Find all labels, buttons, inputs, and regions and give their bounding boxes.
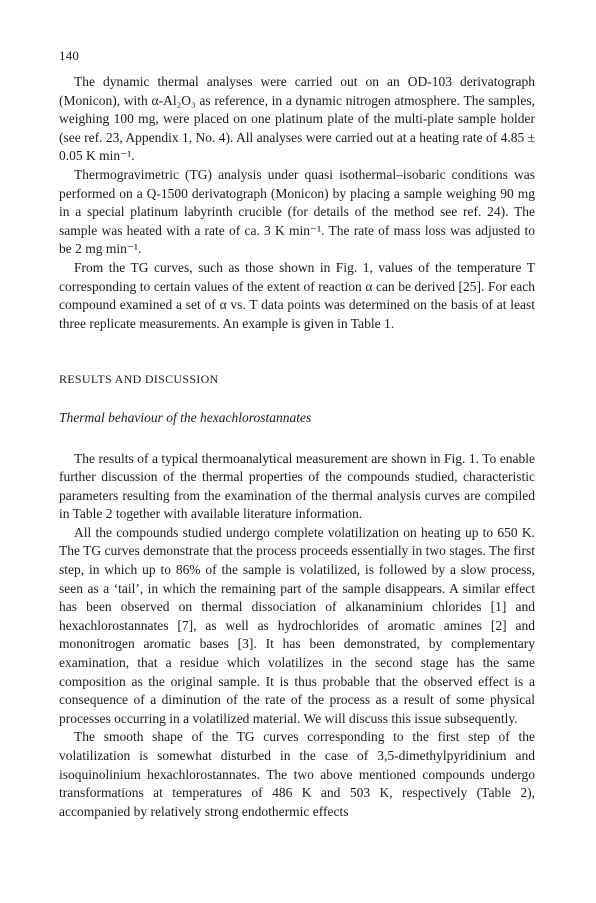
paragraph-tg-analysis: Thermogravimetric (TG) analysis under quasi isothermal–isobaric conditions was performed on a Q-1500 derivatograph (Monicon) by placing a sample weighing 90 mg in a special platinum labyrinth crucible (for details of the method see ref. 24). The sample was heated with a rate of ca. 3 K min⁻¹. The rate of mass loss was adjusted to be 2 mg min⁻¹. xyxy=(59,166,535,257)
paragraph-tg-shape: The smooth shape of the TG curves corresponding to the first step of the volatilization is somewhat disturbed in the case of 3,5-dimethylpyridinium and isoquinolinium hexachlorostannates. The two above mentioned compounds undergo transformations at temperatures of 486 K and 503 K, respectively (Table 2), accompanied by relatively strong endothermic effects xyxy=(59,729,535,819)
section-heading: RESULTS AND DISCUSSION xyxy=(59,372,219,387)
article-body xyxy=(59,73,535,821)
page-number: 140 xyxy=(59,48,80,63)
paragraph-typical-results: The results of a typical thermoanalytical measurement are shown in Fig. 1. To enable further discussion of the thermal properties of the compounds studied, characteristic parameters resulting from the examination of the thermal analysis curves are compiled in Table 2 together with available literature information. xyxy=(59,450,535,522)
paragraph-volatilization: All the compounds studied undergo complete volatilization on heating up to 650 K. The TG curves demonstrate that the process proceeds essentially in two stages. The first step, in which up to 86% of the sample is volatilized, is followed by a slow process, seen as a ‘tail’, in which the remaining part of the sample disappears. A similar effect has been observed on thermal dissociation of alkanaminium chlorides [1] and hexachlorostannates [7], as well as hydrochlorides of aromatic amines [2] and mononitrogen aromatic bases [3]. It has been demonstrated, by complementary examination, that a residue which volatilizes in the second stage has the same composition as the original sample. It is thus probable that the observed effect is a consequence of a diminution of the rate of the process as a result of some physical processes occurring in a volatilized material. We will discuss this issue subsequently. xyxy=(59,524,535,726)
paragraph-tg-curves: From the TG curves, such as those shown in Fig. 1, values of the temperature T corresponding to certain values of the extent of reaction α can be derived [25]. For each compound examined a set of α vs. T data points was determined on the basis of at least three replicate measurements. An example is given in Table 1. xyxy=(59,259,535,331)
subsection-heading: Thermal behaviour of the hexachlorostannates xyxy=(59,409,312,425)
paragraph-dynamic-analysis: The dynamic thermal analyses were carried out on an OD-103 derivatograph (Monicon), with α-Al₂O₃ as reference, in a dynamic nitrogen atmosphere. The samples, weighing 100 mg, were placed on one platinum plate of the multi-plate sample holder (see ref. 23, Appendix 1, No. 4). All analyses were carried out at a heating rate of 4.85 ± 0.05 K min⁻¹. xyxy=(59,74,536,164)
